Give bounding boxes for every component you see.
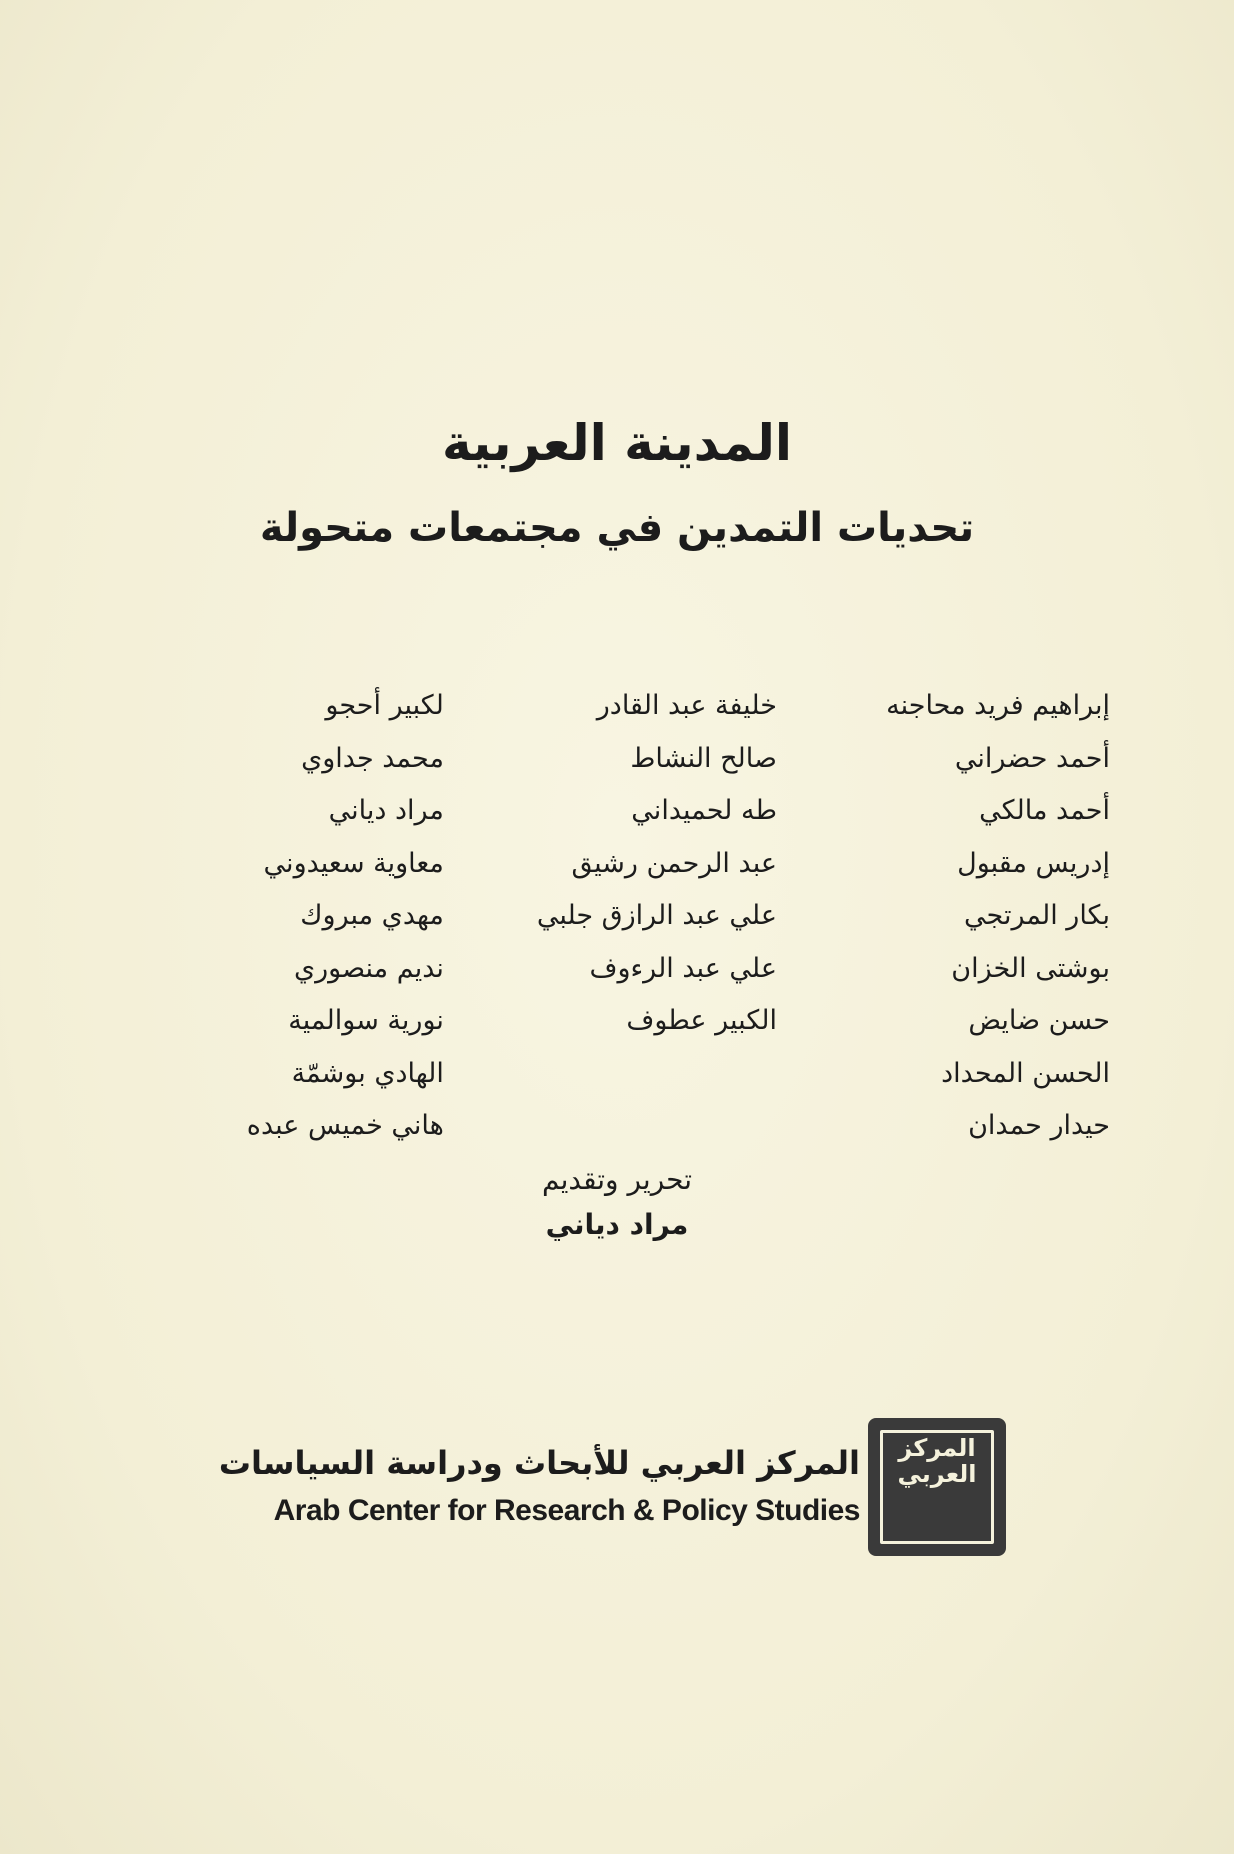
author-row [150, 1100, 1110, 1153]
author-row [150, 890, 1110, 943]
author-row [150, 838, 1110, 891]
author-name: صالح النشاط [630, 742, 777, 774]
author-name: إبراهيم فريد محاجنه [886, 690, 1110, 722]
logo-mark [880, 1430, 994, 1544]
author-name: الكبير عطوف [626, 1005, 777, 1037]
author-name: حيدار حمدان [968, 1110, 1110, 1142]
author-name: الحسن المحداد [941, 1057, 1110, 1089]
author-name: لكبير أحجو [325, 690, 444, 722]
author-list [150, 680, 1110, 1153]
author-name: طه لحميداني [631, 795, 777, 827]
author-row [150, 1048, 1110, 1101]
author-name: إدريس مقبول [957, 847, 1110, 879]
author-name: أحمد حضراني [954, 742, 1110, 774]
editor-label: تحرير وتقديم [541, 1163, 693, 1196]
logo-text-line: المركز [898, 1434, 976, 1462]
author-name: بوشتى الخزان [951, 952, 1110, 984]
author-row [150, 733, 1110, 786]
author-name: نديم منصوري [294, 952, 444, 984]
book-subtitle: تحديات التمدين في مجتمعات متحولة [259, 505, 975, 551]
author-name: حسن ضايض [968, 1005, 1110, 1037]
author-name: الهادي بوشمّة [291, 1057, 444, 1089]
author-row [150, 943, 1110, 996]
author-name: مهدي مبروك [300, 900, 444, 932]
publisher-logo-icon [868, 1418, 1006, 1556]
author-name: علي عبد الرءوف [589, 952, 777, 984]
author-row [150, 995, 1110, 1048]
author-name: علي عبد الرازق جلبي [536, 900, 777, 932]
author-name: محمد جداوي [301, 742, 444, 774]
book-title: المدينة العربية [442, 414, 792, 472]
author-name: عبد الرحمن رشيق [571, 847, 777, 879]
author-name: معاوية سعيدوني [263, 847, 444, 879]
author-name: بكار المرتجي [964, 900, 1110, 932]
author-row [150, 680, 1110, 733]
author-name: نورية سوالمية [288, 1005, 444, 1037]
author-name: أحمد مالكي [979, 795, 1110, 827]
author-name: مراد دياني [328, 795, 444, 827]
publisher-block [218, 1438, 860, 1534]
logo-text-line: العربي [897, 1460, 977, 1488]
editor-name: مراد دياني [545, 1208, 689, 1241]
author-name: هاني خميس عبده [246, 1110, 444, 1142]
author-row [150, 785, 1110, 838]
author-name: خليفة عبد القادر [596, 690, 777, 722]
publisher-name-english: Arab Center for Research & Policy Studies [273, 1494, 860, 1527]
publisher-name-arabic: المركز العربي للأبحاث ودراسة السياسات [218, 1444, 860, 1482]
